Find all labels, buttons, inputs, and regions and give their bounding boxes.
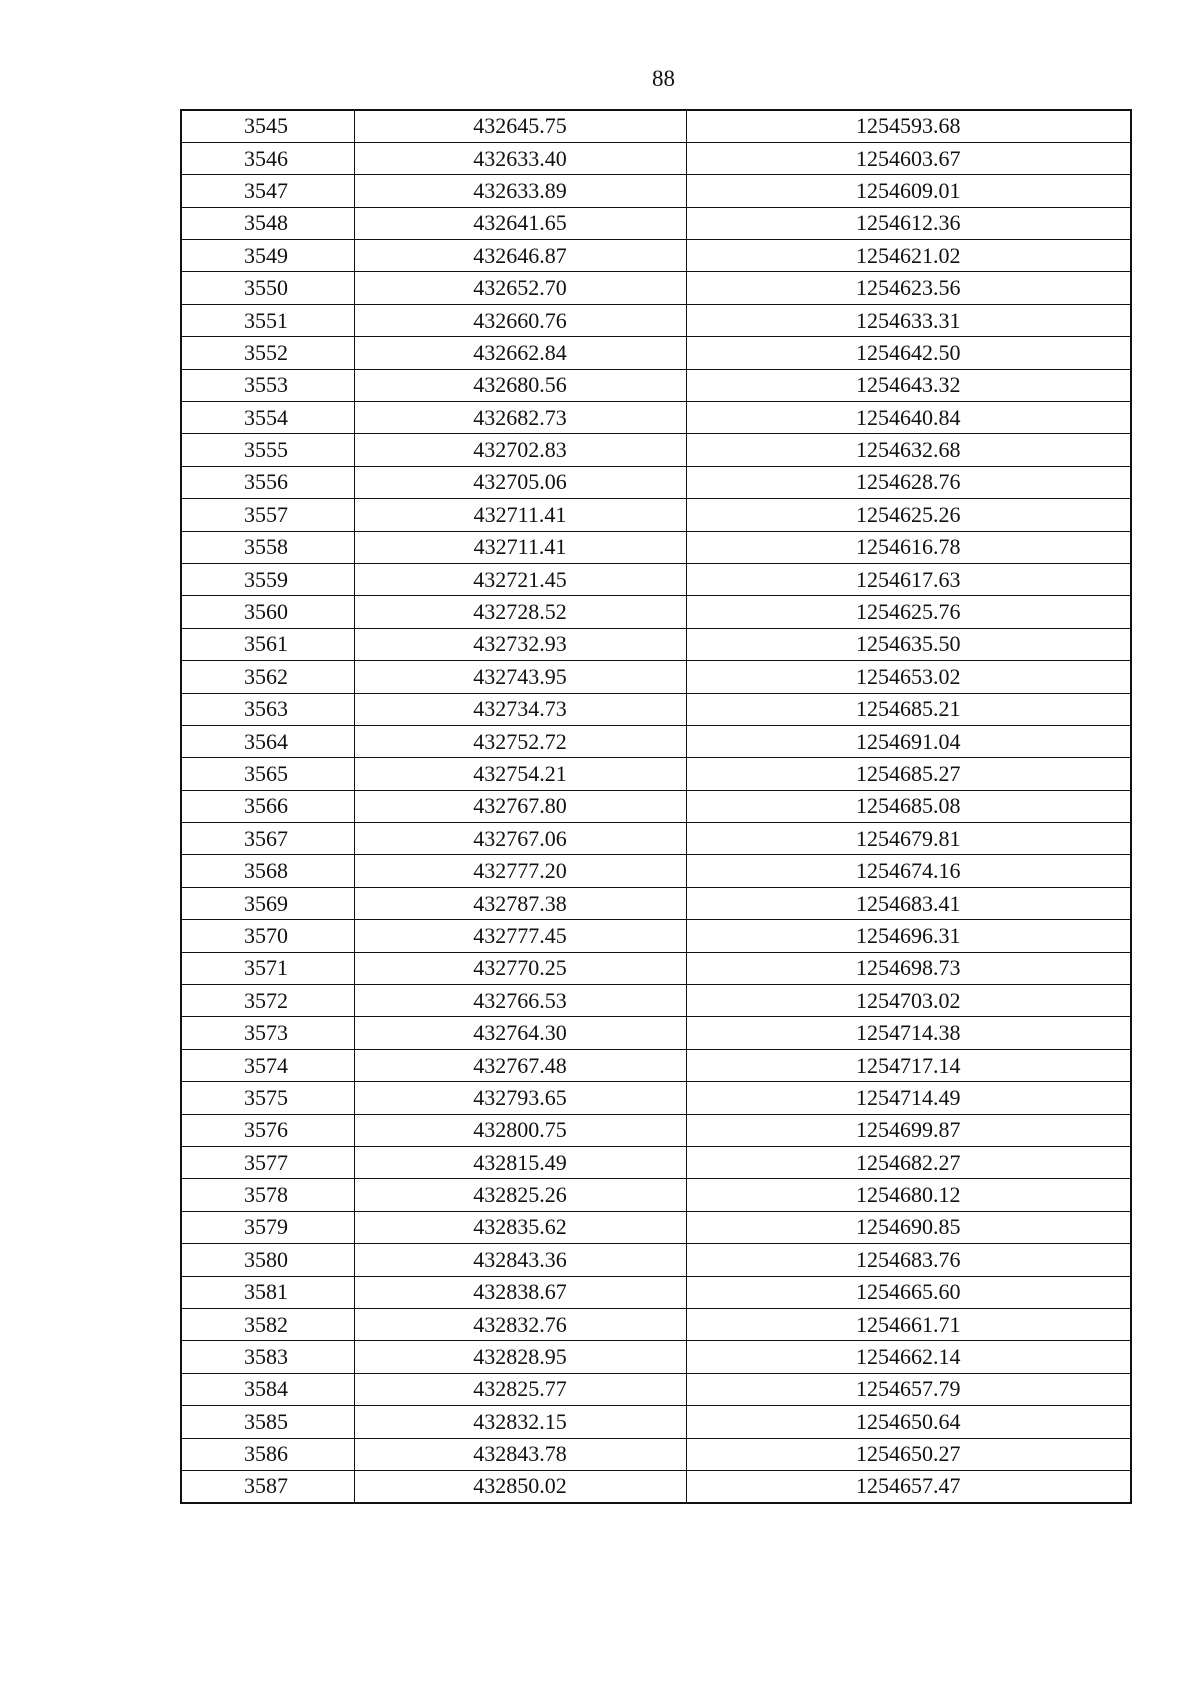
x-coordinate-cell: 432843.36 (354, 1244, 686, 1276)
y-coordinate-cell: 1254717.14 (686, 1049, 1131, 1081)
point-number-cell: 3587 (181, 1470, 354, 1502)
y-coordinate-cell: 1254625.76 (686, 596, 1131, 628)
y-coordinate-cell: 1254680.12 (686, 1179, 1131, 1211)
table-row (181, 661, 1131, 693)
y-coordinate-cell: 1254703.02 (686, 985, 1131, 1017)
y-coordinate-cell: 1254698.73 (686, 952, 1131, 984)
point-number-cell: 3553 (181, 369, 354, 401)
table-row (181, 531, 1131, 563)
x-coordinate-cell: 432652.70 (354, 272, 686, 304)
y-coordinate-cell: 1254683.76 (686, 1244, 1131, 1276)
coordinate-table (180, 109, 1132, 1504)
table-row (181, 1244, 1131, 1276)
point-number-cell: 3585 (181, 1406, 354, 1438)
y-coordinate-cell: 1254593.68 (686, 110, 1131, 142)
x-coordinate-cell: 432838.67 (354, 1276, 686, 1308)
y-coordinate-cell: 1254621.02 (686, 240, 1131, 272)
table-row (181, 1470, 1131, 1502)
table-row (181, 725, 1131, 757)
x-coordinate-cell: 432702.83 (354, 434, 686, 466)
y-coordinate-cell: 1254662.14 (686, 1341, 1131, 1373)
point-number-cell: 3575 (181, 1082, 354, 1114)
y-coordinate-cell: 1254696.31 (686, 920, 1131, 952)
x-coordinate-cell: 432734.73 (354, 693, 686, 725)
x-coordinate-cell: 432754.21 (354, 758, 686, 790)
point-number-cell: 3574 (181, 1049, 354, 1081)
y-coordinate-cell: 1254679.81 (686, 823, 1131, 855)
table-row (181, 596, 1131, 628)
y-coordinate-cell: 1254612.36 (686, 207, 1131, 239)
y-coordinate-cell: 1254714.49 (686, 1082, 1131, 1114)
x-coordinate-cell: 432800.75 (354, 1114, 686, 1146)
y-coordinate-cell: 1254633.31 (686, 304, 1131, 336)
x-coordinate-cell: 432645.75 (354, 110, 686, 142)
point-number-cell: 3579 (181, 1211, 354, 1243)
table-row (181, 887, 1131, 919)
y-coordinate-cell: 1254642.50 (686, 337, 1131, 369)
y-coordinate-cell: 1254640.84 (686, 402, 1131, 434)
table-row (181, 1341, 1131, 1373)
x-coordinate-cell: 432743.95 (354, 661, 686, 693)
point-number-cell: 3558 (181, 531, 354, 563)
point-number-cell: 3550 (181, 272, 354, 304)
point-number-cell: 3578 (181, 1179, 354, 1211)
table-row (181, 110, 1131, 142)
x-coordinate-cell: 432825.77 (354, 1373, 686, 1405)
y-coordinate-cell: 1254625.26 (686, 499, 1131, 531)
point-number-cell: 3569 (181, 887, 354, 919)
point-number-cell: 3546 (181, 142, 354, 174)
table-row (181, 1276, 1131, 1308)
x-coordinate-cell: 432721.45 (354, 563, 686, 595)
y-coordinate-cell: 1254661.71 (686, 1308, 1131, 1340)
table-row (181, 628, 1131, 660)
x-coordinate-cell: 432660.76 (354, 304, 686, 336)
point-number-cell: 3586 (181, 1438, 354, 1470)
y-coordinate-cell: 1254609.01 (686, 175, 1131, 207)
point-number-cell: 3552 (181, 337, 354, 369)
y-coordinate-cell: 1254653.02 (686, 661, 1131, 693)
point-number-cell: 3561 (181, 628, 354, 660)
y-coordinate-cell: 1254623.56 (686, 272, 1131, 304)
table-row (181, 920, 1131, 952)
point-number-cell: 3581 (181, 1276, 354, 1308)
y-coordinate-cell: 1254632.68 (686, 434, 1131, 466)
point-number-cell: 3565 (181, 758, 354, 790)
x-coordinate-cell: 432835.62 (354, 1211, 686, 1243)
table-row (181, 1308, 1131, 1340)
x-coordinate-cell: 432633.89 (354, 175, 686, 207)
point-number-cell: 3567 (181, 823, 354, 855)
x-coordinate-cell: 432711.41 (354, 499, 686, 531)
table-row (181, 1147, 1131, 1179)
point-number-cell: 3582 (181, 1308, 354, 1340)
point-number-cell: 3584 (181, 1373, 354, 1405)
table-row (181, 1211, 1131, 1243)
x-coordinate-cell: 432705.06 (354, 466, 686, 498)
y-coordinate-cell: 1254628.76 (686, 466, 1131, 498)
table-row (181, 1017, 1131, 1049)
x-coordinate-cell: 432832.15 (354, 1406, 686, 1438)
point-number-cell: 3568 (181, 855, 354, 887)
x-coordinate-cell: 432641.65 (354, 207, 686, 239)
x-coordinate-cell: 432843.78 (354, 1438, 686, 1470)
point-number-cell: 3545 (181, 110, 354, 142)
point-number-cell: 3555 (181, 434, 354, 466)
point-number-cell: 3563 (181, 693, 354, 725)
x-coordinate-cell: 432815.49 (354, 1147, 686, 1179)
x-coordinate-cell: 432662.84 (354, 337, 686, 369)
table-row (181, 563, 1131, 595)
x-coordinate-cell: 432767.80 (354, 790, 686, 822)
page-number: 88 (652, 66, 675, 91)
x-coordinate-cell: 432682.73 (354, 402, 686, 434)
point-number-cell: 3576 (181, 1114, 354, 1146)
point-number-cell: 3571 (181, 952, 354, 984)
x-coordinate-cell: 432732.93 (354, 628, 686, 660)
point-number-cell: 3583 (181, 1341, 354, 1373)
table-row (181, 823, 1131, 855)
x-coordinate-cell: 432766.53 (354, 985, 686, 1017)
point-number-cell: 3557 (181, 499, 354, 531)
point-number-cell: 3577 (181, 1147, 354, 1179)
point-number-cell: 3566 (181, 790, 354, 822)
table-row (181, 952, 1131, 984)
table-row (181, 240, 1131, 272)
x-coordinate-cell: 432728.52 (354, 596, 686, 628)
x-coordinate-cell: 432825.26 (354, 1179, 686, 1211)
y-coordinate-cell: 1254603.67 (686, 142, 1131, 174)
y-coordinate-cell: 1254685.08 (686, 790, 1131, 822)
x-coordinate-cell: 432793.65 (354, 1082, 686, 1114)
x-coordinate-cell: 432787.38 (354, 887, 686, 919)
table-row (181, 1114, 1131, 1146)
coordinate-table-body (181, 110, 1131, 1503)
point-number-cell: 3556 (181, 466, 354, 498)
table-row (181, 142, 1131, 174)
x-coordinate-cell: 432752.72 (354, 725, 686, 757)
y-coordinate-cell: 1254643.32 (686, 369, 1131, 401)
y-coordinate-cell: 1254685.21 (686, 693, 1131, 725)
y-coordinate-cell: 1254674.16 (686, 855, 1131, 887)
table-row (181, 985, 1131, 1017)
x-coordinate-cell: 432850.02 (354, 1470, 686, 1502)
table-row (181, 1373, 1131, 1405)
table-row (181, 693, 1131, 725)
point-number-cell: 3570 (181, 920, 354, 952)
y-coordinate-cell: 1254691.04 (686, 725, 1131, 757)
point-number-cell: 3560 (181, 596, 354, 628)
table-row (181, 207, 1131, 239)
point-number-cell: 3554 (181, 402, 354, 434)
table-row (181, 337, 1131, 369)
x-coordinate-cell: 432764.30 (354, 1017, 686, 1049)
y-coordinate-cell: 1254665.60 (686, 1276, 1131, 1308)
y-coordinate-cell: 1254657.47 (686, 1470, 1131, 1502)
table-row (181, 1082, 1131, 1114)
point-number-cell: 3562 (181, 661, 354, 693)
table-row (181, 369, 1131, 401)
y-coordinate-cell: 1254685.27 (686, 758, 1131, 790)
x-coordinate-cell: 432770.25 (354, 952, 686, 984)
table-row (181, 175, 1131, 207)
table-row (181, 466, 1131, 498)
x-coordinate-cell: 432777.20 (354, 855, 686, 887)
coordinate-table-container (180, 109, 1130, 1504)
x-coordinate-cell: 432646.87 (354, 240, 686, 272)
x-coordinate-cell: 432633.40 (354, 142, 686, 174)
y-coordinate-cell: 1254714.38 (686, 1017, 1131, 1049)
y-coordinate-cell: 1254699.87 (686, 1114, 1131, 1146)
y-coordinate-cell: 1254617.63 (686, 563, 1131, 595)
y-coordinate-cell: 1254650.64 (686, 1406, 1131, 1438)
y-coordinate-cell: 1254616.78 (686, 531, 1131, 563)
table-row (181, 272, 1131, 304)
point-number-cell: 3559 (181, 563, 354, 595)
x-coordinate-cell: 432680.56 (354, 369, 686, 401)
x-coordinate-cell: 432777.45 (354, 920, 686, 952)
point-number-cell: 3549 (181, 240, 354, 272)
point-number-cell: 3564 (181, 725, 354, 757)
x-coordinate-cell: 432767.06 (354, 823, 686, 855)
point-number-cell: 3548 (181, 207, 354, 239)
table-row (181, 758, 1131, 790)
y-coordinate-cell: 1254635.50 (686, 628, 1131, 660)
table-row (181, 434, 1131, 466)
y-coordinate-cell: 1254682.27 (686, 1147, 1131, 1179)
table-row (181, 402, 1131, 434)
x-coordinate-cell: 432832.76 (354, 1308, 686, 1340)
y-coordinate-cell: 1254683.41 (686, 887, 1131, 919)
point-number-cell: 3572 (181, 985, 354, 1017)
x-coordinate-cell: 432767.48 (354, 1049, 686, 1081)
table-row (181, 855, 1131, 887)
point-number-cell: 3573 (181, 1017, 354, 1049)
table-row (181, 499, 1131, 531)
table-row (181, 1438, 1131, 1470)
table-row (181, 1179, 1131, 1211)
table-row (181, 790, 1131, 822)
y-coordinate-cell: 1254650.27 (686, 1438, 1131, 1470)
point-number-cell: 3551 (181, 304, 354, 336)
table-row (181, 304, 1131, 336)
x-coordinate-cell: 432711.41 (354, 531, 686, 563)
point-number-cell: 3547 (181, 175, 354, 207)
x-coordinate-cell: 432828.95 (354, 1341, 686, 1373)
y-coordinate-cell: 1254690.85 (686, 1211, 1131, 1243)
table-row (181, 1406, 1131, 1438)
point-number-cell: 3580 (181, 1244, 354, 1276)
table-row (181, 1049, 1131, 1081)
y-coordinate-cell: 1254657.79 (686, 1373, 1131, 1405)
